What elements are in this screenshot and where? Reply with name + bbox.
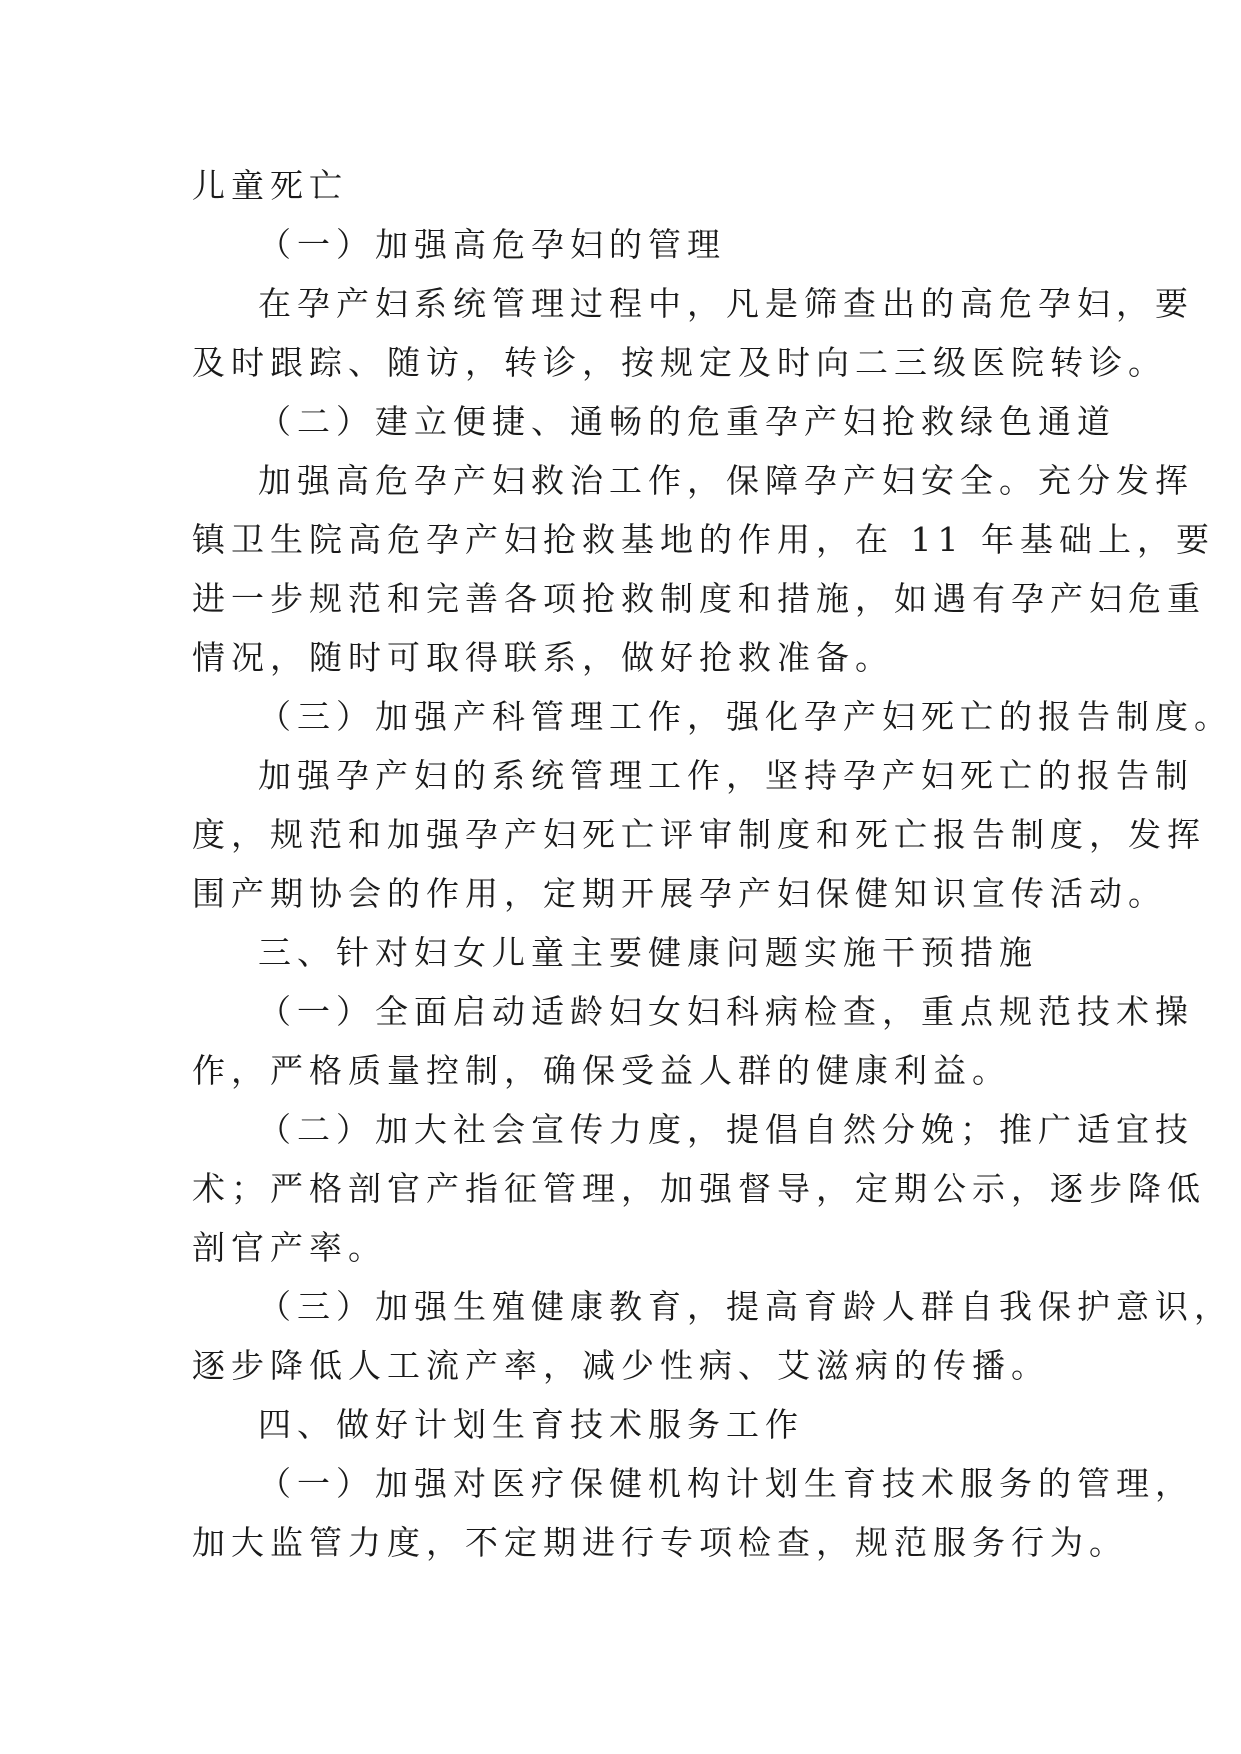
text-line: 剖官产率。 xyxy=(192,1228,387,1267)
section-heading: 三、针对妇女儿童主要健康问题实施干预措施 xyxy=(258,933,1038,972)
text-line: 加强高危孕产妇救治工作，保障孕产妇安全。充分发挥 xyxy=(258,461,1194,500)
section-heading: （二）建立便捷、通畅的危重孕产妇抢救绿色通道 xyxy=(258,402,1116,441)
text-line: 在孕产妇系统管理过程中，凡是筛查出的高危孕妇，要 xyxy=(258,284,1194,323)
text-line: 加强孕产妇的系统管理工作，坚持孕产妇死亡的报告制 xyxy=(258,756,1194,795)
text-line: （一）全面启动适龄妇女妇科病检查，重点规范技术操 xyxy=(258,992,1194,1031)
text-line: 作，严格质量控制，确保受益人群的健康利益。 xyxy=(192,1051,1011,1090)
text-line: 进一步规范和完善各项抢救制度和措施，如遇有孕产妇危重 xyxy=(192,579,1206,618)
section-heading: （三）加强产科管理工作，强化孕产妇死亡的报告制度。 xyxy=(258,697,1233,736)
text-line: （三）加强生殖健康教育，提高育龄人群自我保护意识， xyxy=(258,1287,1233,1326)
text-line: 镇卫生院高危孕产妇抢救基地的作用，在 11 年基础上，要 xyxy=(192,520,1215,559)
text-line: 儿童死亡 xyxy=(192,166,348,205)
text-line: 及时跟踪、随访，转诊，按规定及时向二三级医院转诊。 xyxy=(192,343,1167,382)
text-line: （二）加大社会宣传力度，提倡自然分娩；推广适宜技 xyxy=(258,1110,1194,1149)
section-heading: （一）加强高危孕妇的管理 xyxy=(258,225,726,264)
document-body xyxy=(192,156,1233,1572)
text-line: 术；严格剖官产指征管理，加强督导，定期公示，逐步降低 xyxy=(192,1169,1206,1208)
text-line: 加大监管力度，不定期进行专项检查，规范服务行为。 xyxy=(192,1523,1128,1562)
text-line: （一）加强对医疗保健机构计划生育技术服务的管理， xyxy=(258,1464,1194,1503)
text-line: 情况，随时可取得联系，做好抢救准备。 xyxy=(192,638,894,677)
text-line: 围产期协会的作用，定期开展孕产妇保健知识宣传活动。 xyxy=(192,874,1167,913)
text-line: 逐步降低人工流产率，减少性病、艾滋病的传播。 xyxy=(192,1346,1050,1385)
section-heading: 四、做好计划生育技术服务工作 xyxy=(258,1405,804,1444)
text-line: 度，规范和加强孕产妇死亡评审制度和死亡报告制度，发挥 xyxy=(192,815,1206,854)
